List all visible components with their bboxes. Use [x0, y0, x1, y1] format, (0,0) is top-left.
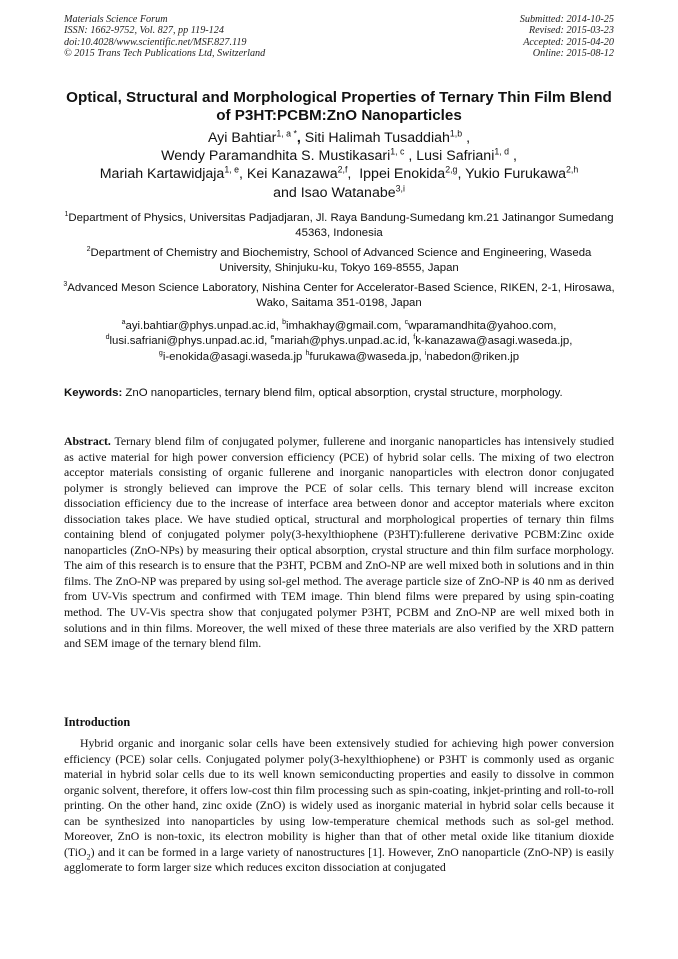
author-sup: 1, c — [390, 146, 405, 157]
affiliation-sup: 3 — [63, 280, 68, 288]
author-sup: 1,b — [449, 128, 463, 139]
accepted-date: Accepted: 2015-04-20 — [523, 36, 614, 48]
author-name: Wendy Paramandhita S. Mustikasari — [161, 148, 391, 165]
affiliation-3: $^3$Advanced Meson Science Laboratory, Nishina Center for Accelerator-Based Science, RIKEN, 2-1, Hirosawa, Wako, Saitama 351-0198, Japan — [63, 280, 615, 310]
email-link[interactable]: furukawa@waseda.jp, — [309, 350, 422, 363]
author-sup: 1, a * — [276, 128, 297, 139]
author-sup: 2,h — [566, 164, 579, 175]
email-link[interactable]: i-enokida@asagi.waseda.jp — [162, 350, 303, 363]
author-sup: 1, d — [494, 146, 510, 157]
author-line-4 — [50, 184, 628, 202]
author-name: Ippei Enokida — [359, 166, 446, 183]
journal-name: Materials Science Forum — [64, 14, 168, 25]
abstract-text: Ternary blend film of conjugated polymer, fullerene and inorganic nanoparticles has intensively studied as active material for high power conversion efficiency (PCE) of hybrid solar cells. The mixing of two electron acceptor materials consisting of organic fullerene and inorganic nanoparticles with electron donor conjugated polymer is strongly believed can improve the PCE of solar cells. This ternary blend will increase exciton dissociation efficiency due to the increase of interface area between donor and acceptor materials where exciton dissociation takes place. We have studied optical, structural and morphological properties of ternary thin films containing blend of conjugated polymer poly(3-hexylthiophene (P3HT):fullerene derivative PCBM:Zinc oxide nanoparticles (ZnO-NPs) by measuring their optical absorption, crystal structure and thin film surface morphology. The aim of this research is to ensure that the P3HT, PCBM and ZnO-NP are well mixed both in solutions and in thin films. The ZnO-NP was prepared by using sol-gel method. The average particle size of ZnO-NP is 40 nm as derived from UV-Vis spectrum and confirmed with TEM image. Thin blend films were prepared by using spin-coating method. The UV-Vis spectra show that conjugated polymer P3HT, PCBM and ZnO-NP are well mixed both in solutions and in thin films. Moreover, the well mixed of these three materials are also verified by the XRD pattern and SEM image of the ternary blend film. — [64, 434, 614, 651]
keywords-label: Keywords: — [64, 387, 123, 399]
email-link[interactable]: ayi.bahtiar@phys.unpad.ac.id, — [125, 320, 279, 332]
author-sup: 3,i — [395, 182, 405, 193]
introduction-heading: Introduction — [64, 715, 131, 729]
email-link[interactable]: lusi.safriani@phys.unpad.ac.id, — [109, 335, 268, 348]
author-sup: 2,f — [337, 164, 348, 175]
email-line-3: $^g$i-enokida@asagi.waseda.jp $^h$furukawa@waseda.jp, $^i$nabedon@riken.jp — [158, 350, 520, 363]
author-name: Lusi Safriani — [416, 148, 495, 165]
introduction-paragraph: Hybrid organic and inorganic solar cells have been extensively studied for achieving high power conversion efficiency (PCE) solar cells. Conjugated polymer poly(3-hexylthiophene) or P3HT is commonly used as organic material in hybrid solar cells due to its well known semiconducting properties and easily to dissolve in common organic solvent, therefore, it offers low-cost thin film processing such as spin-coating, inkjet-printing and roll-to-roll printing. On the other hand, zinc oxide (ZnO) is widely used as inorganic material in hybrid solar cells because it can be synthesized into nanoparticles by using low-temperature chemical methods such as sol-gel method. Moreover, ZnO is non-toxic, its electron mobility is higher than that of other metal oxide like titanium dioxide (TiO$_2$) and it can be formed in a large variety of nanostructures [1]. However, ZnO nanoparticle (ZnO-NP) is easily agglomerate to form larger size which reduces exciton dissociation at conjugated — [64, 736, 614, 874]
author-name: Kei Kanazawa — [246, 166, 338, 183]
affiliation-1: $^1$Department of Physics, Universitas Padjadjaran, Jl. Raya Bandung-Sumedang km.21 Jatinangor Sumedang 45363, Indonesia — [64, 211, 614, 240]
author-line-1: Ayi Bahtiar$^{1, a *}$, Siti Halimah Tusaddiah$^{1,b}$ , — [207, 128, 471, 146]
submitted-date: Submitted: 2014-10-25 — [519, 14, 614, 25]
email-link[interactable]: nabedon@riken.jp — [426, 350, 520, 363]
author-line-2: Wendy Paramandhita S. Mustikasari$^{1, c}$ , Lusi Safriani$^{1, d}$ , — [161, 146, 517, 165]
keywords-section — [64, 386, 614, 400]
email-link[interactable]: wparamandhita@yahoo.com, — [408, 320, 557, 332]
affiliation-list — [60, 211, 618, 315]
journal-info — [64, 14, 265, 60]
keywords-text: ZnO nanoparticles, ternary blend film, optical absorption, crystal structure, morphology. — [125, 387, 563, 399]
submission-dates — [520, 14, 614, 60]
online-date: Online: 2015-08-12 — [532, 48, 614, 60]
revised-date: Revised: 2015-03-23 — [528, 25, 614, 37]
author-sup: 2,g — [445, 164, 458, 175]
author-line-3: Mariah Kartawidjaja$^{1, e}$, Kei Kanazawa$^{2,f}$, Ippei Enokida$^{2,g}$, Yukio Furukawa$^{2,h}$ — [99, 164, 579, 183]
affiliation-2: $^2$Department of Chemistry and Biochemistry, School of Advanced Science and Engineering, Waseda University, Shinjuku-ku, Tokyo 169-8555, Japan — [86, 246, 592, 275]
abstract-label: Abstract. — [64, 434, 111, 448]
email-line-2: $^d$lusi.safriani@phys.unpad.ac.id, $^e$mariah@phys.unpad.ac.id, $^f$k-kanazawa@asagi.waseda.jp, — [105, 334, 573, 348]
journal-issn: ISSN: 1662-9752, Vol. 827, pp 119-124 — [64, 25, 224, 37]
affiliation-sup: 2 — [86, 246, 91, 254]
affiliation-sup: 1 — [64, 211, 69, 219]
email-line-1: $^a$ayi.bahtiar@phys.unpad.ac.id, $^b$imhakhay@gmail.com, $^c$wparamandhita@yahoo.com, — [121, 319, 557, 332]
author-name: Mariah Kartawidjaja — [99, 166, 225, 183]
author-name: Yukio Furukawa — [465, 166, 567, 183]
email-link[interactable]: k-kanazawa@asagi.waseda.jp, — [415, 335, 573, 348]
author-list — [50, 129, 628, 202]
abstract-section — [64, 434, 614, 652]
author-name: Isao Watanabe — [300, 184, 396, 201]
author-conjunction: and — [273, 184, 297, 201]
author-sup: 1, e — [224, 164, 240, 175]
journal-copyright: © 2015 Trans Tech Publications Ltd, Switzerland — [64, 48, 266, 60]
email-link[interactable]: imhakhay@gmail.com, — [286, 320, 402, 332]
author-name: Siti Halimah Tusaddiah — [304, 130, 450, 146]
author-name: Ayi Bahtiar — [207, 130, 277, 146]
paper-title: Optical, Structural and Morphological Properties of Ternary Thin Film Blend of P3HT:PCBM:ZnO Nanoparticles — [66, 89, 612, 124]
email-list — [60, 319, 618, 365]
email-link[interactable]: mariah@phys.unpad.ac.id, — [274, 335, 411, 348]
journal-doi[interactable]: doi:10.4028/www.scientific.net/MSF.827.119 — [64, 36, 247, 48]
